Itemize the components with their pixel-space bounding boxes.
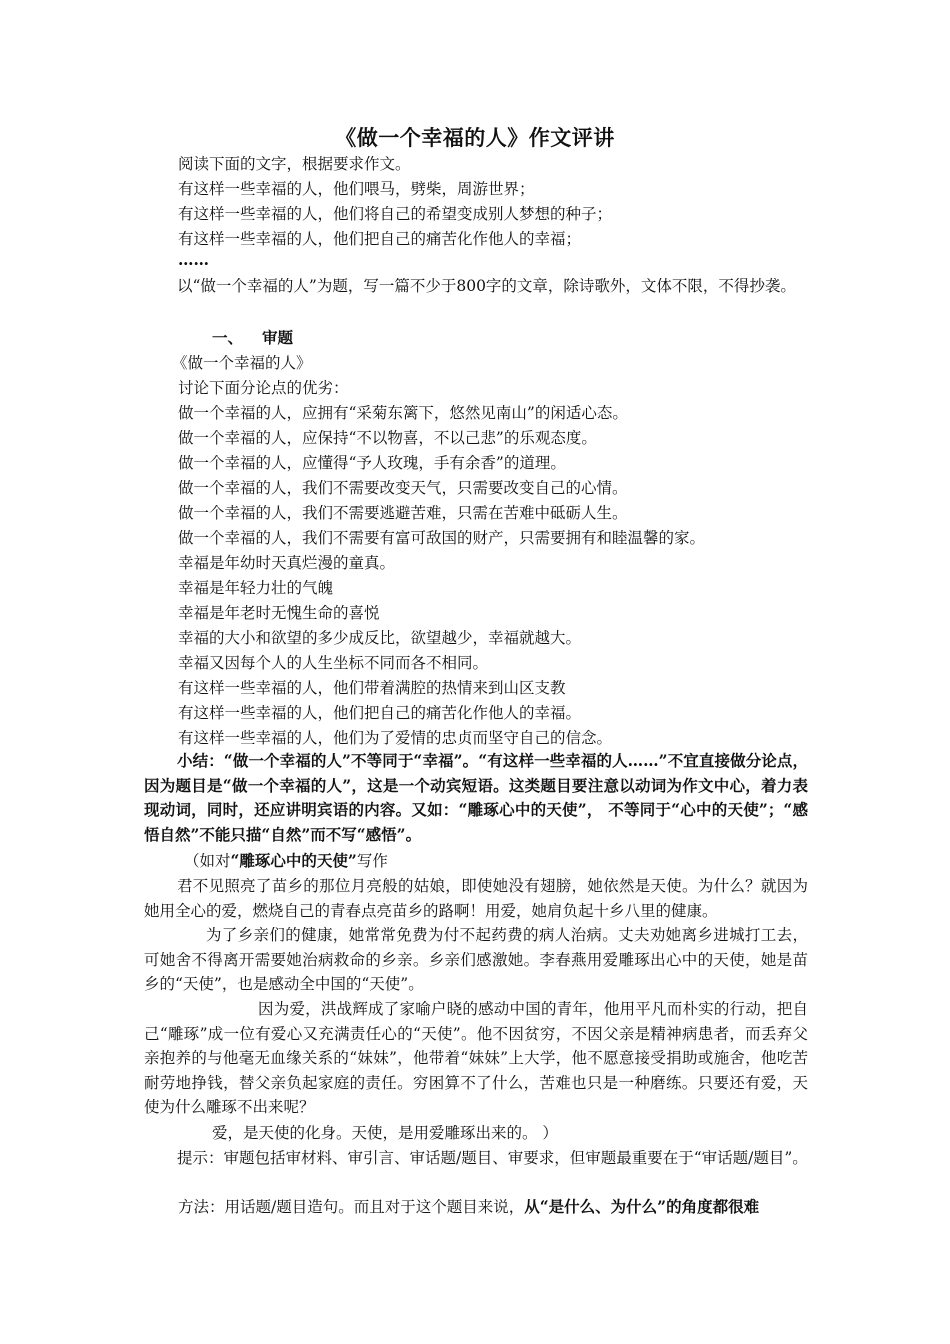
method-line: [178, 1195, 759, 1217]
point-item: 幸福的大小和欲望的多少成反比，欲望越少，幸福就越大。: [178, 629, 582, 647]
prompt-ellipsis: ……: [178, 250, 209, 269]
example-closing: 爱，是天使的化身。天使，是用爱雕琢出来的。 ）: [212, 1124, 558, 1142]
example-paragraph: 因为爱，洪战辉成了家喻户晓的感动中国的青年，他用平凡而朴实的行动，把自己“雕琢”成一位有爱心又充满责任心的“天使”。他不因贫穷，不因父亲是精神病患者，而丢弃父亲抱养的与他毫无血缘关系的“妹妹”，他带着“妹妹”上大学，他不愿意接受捐助或施舍，他吃苦耐劳地挣钱，替父亲负起家庭的责任。穷困算不了什么，苦难也只是一种磨练。只要还有爱，天使为什么雕琢不出来呢？: [144, 1000, 808, 1117]
point-item: 有这样一些幸福的人，他们把自己的痛苦化作他人的幸福。: [178, 704, 582, 722]
point-item: 幸福是年幼时天真烂漫的童真。: [178, 554, 396, 572]
section-number: 一、: [212, 328, 244, 347]
point-item: 做一个幸福的人，我们不需要逃避苦难，只需在苦难中砥砺人生。: [178, 504, 628, 522]
point-item: 有这样一些幸福的人，他们带着满腔的热情来到山区支教: [178, 679, 566, 697]
example-intro: [184, 849, 388, 871]
prompt-line: 有这样一些幸福的人，他们将自己的希望变成别人梦想的种子；: [178, 205, 613, 223]
example-paragraph: 为了乡亲们的健康，她常常免费为付不起药费的病人治病。丈夫劝她离乡进城打工去，可她舍不得离开需要她治病救命的乡亲。乡亲们感激她。李春燕用爱雕琢出心中的天使，她是苗乡的“天使”，也是感动全中国的“天使”。: [144, 926, 808, 994]
point-item: 幸福又因每个人的人生坐标不同而各不相同。: [178, 654, 489, 672]
point-item: 做一个幸福的人，我们不需要改变天气，只需要改变自己的心情。: [178, 479, 628, 497]
prompt-line: 有这样一些幸福的人，他们把自己的痛苦化作他人的幸福；: [178, 230, 582, 248]
point-item: 幸福是年老时无愧生命的喜悦: [178, 604, 380, 622]
section-heading: 审题: [262, 328, 294, 347]
example-paragraph: 君不见照亮了苗乡的那位月亮般的姑娘，即使她没有翅膀，她依然是天使。为什么？就因为她用全心的爱，燃烧自己的青春点亮苗乡的路啊！用爱，她肩负起十乡八里的健康。: [144, 877, 808, 920]
discuss-prompt: 讨论下面分论点的优劣：: [178, 379, 349, 397]
example-topic: “雕琢心中的天使”: [230, 851, 357, 870]
example-prefix: （如对: [184, 852, 231, 870]
method-emphasis: 从“是什么、为什么”的角度都很难: [524, 1197, 760, 1216]
point-item: 幸福是年轻力壮的气魄: [178, 579, 334, 597]
example-suffix: 写作: [356, 852, 388, 870]
subject-title: 《做一个幸福的人》: [172, 354, 312, 372]
summary-paragraph: 小结：“做一个幸福的人”不等同于“幸福”。“有这样一些幸福的人……”不宜直接做分论点，因为题目是“做一个幸福的人”，这是一个动宾短语。这类题目要注意以动词为作文中心，着力表现动词，同时，还应讲明宾语的内容。又如：“雕琢心中的天使”， 不等同于“心中的天使”；“感悟自然”不能只描“自然”而不写“感悟”。: [144, 751, 808, 844]
prompt-intro: 阅读下面的文字，根据要求作文。: [178, 155, 411, 173]
method-prefix: 方法：用话题/题目造句。而且对于这个题目来说，: [178, 1198, 525, 1216]
point-item: 做一个幸福的人，我们不需要有富可敌国的财产，只需要拥有和睦温馨的家。: [178, 529, 706, 547]
point-item: 做一个幸福的人，应懂得“予人玫瑰，手有余香”的道理。: [178, 454, 566, 472]
point-item: 做一个幸福的人，应拥有“采菊东篱下，悠然见南山”的闲适心态。: [178, 404, 628, 422]
document-title: 《做一个幸福的人》作文评讲: [335, 126, 615, 150]
point-item: 有这样一些幸福的人，他们为了爱情的忠贞而坚守自己的信念。: [178, 729, 613, 747]
prompt-line: 有这样一些幸福的人，他们喂马，劈柴，周游世界；: [178, 180, 535, 198]
point-item: 做一个幸福的人，应保持“不以物喜，不以己悲”的乐观态度。: [178, 429, 597, 447]
hint-paragraph: 提示：审题包括审材料、审引言、审话题/题目、审要求，但审题最重要在于“审话题/题目”。: [177, 1149, 808, 1167]
prompt-requirement: 以“做一个幸福的人”为题，写一篇不少于800字的文章，除诗歌外，文体不限，不得抄袭。: [177, 277, 796, 295]
